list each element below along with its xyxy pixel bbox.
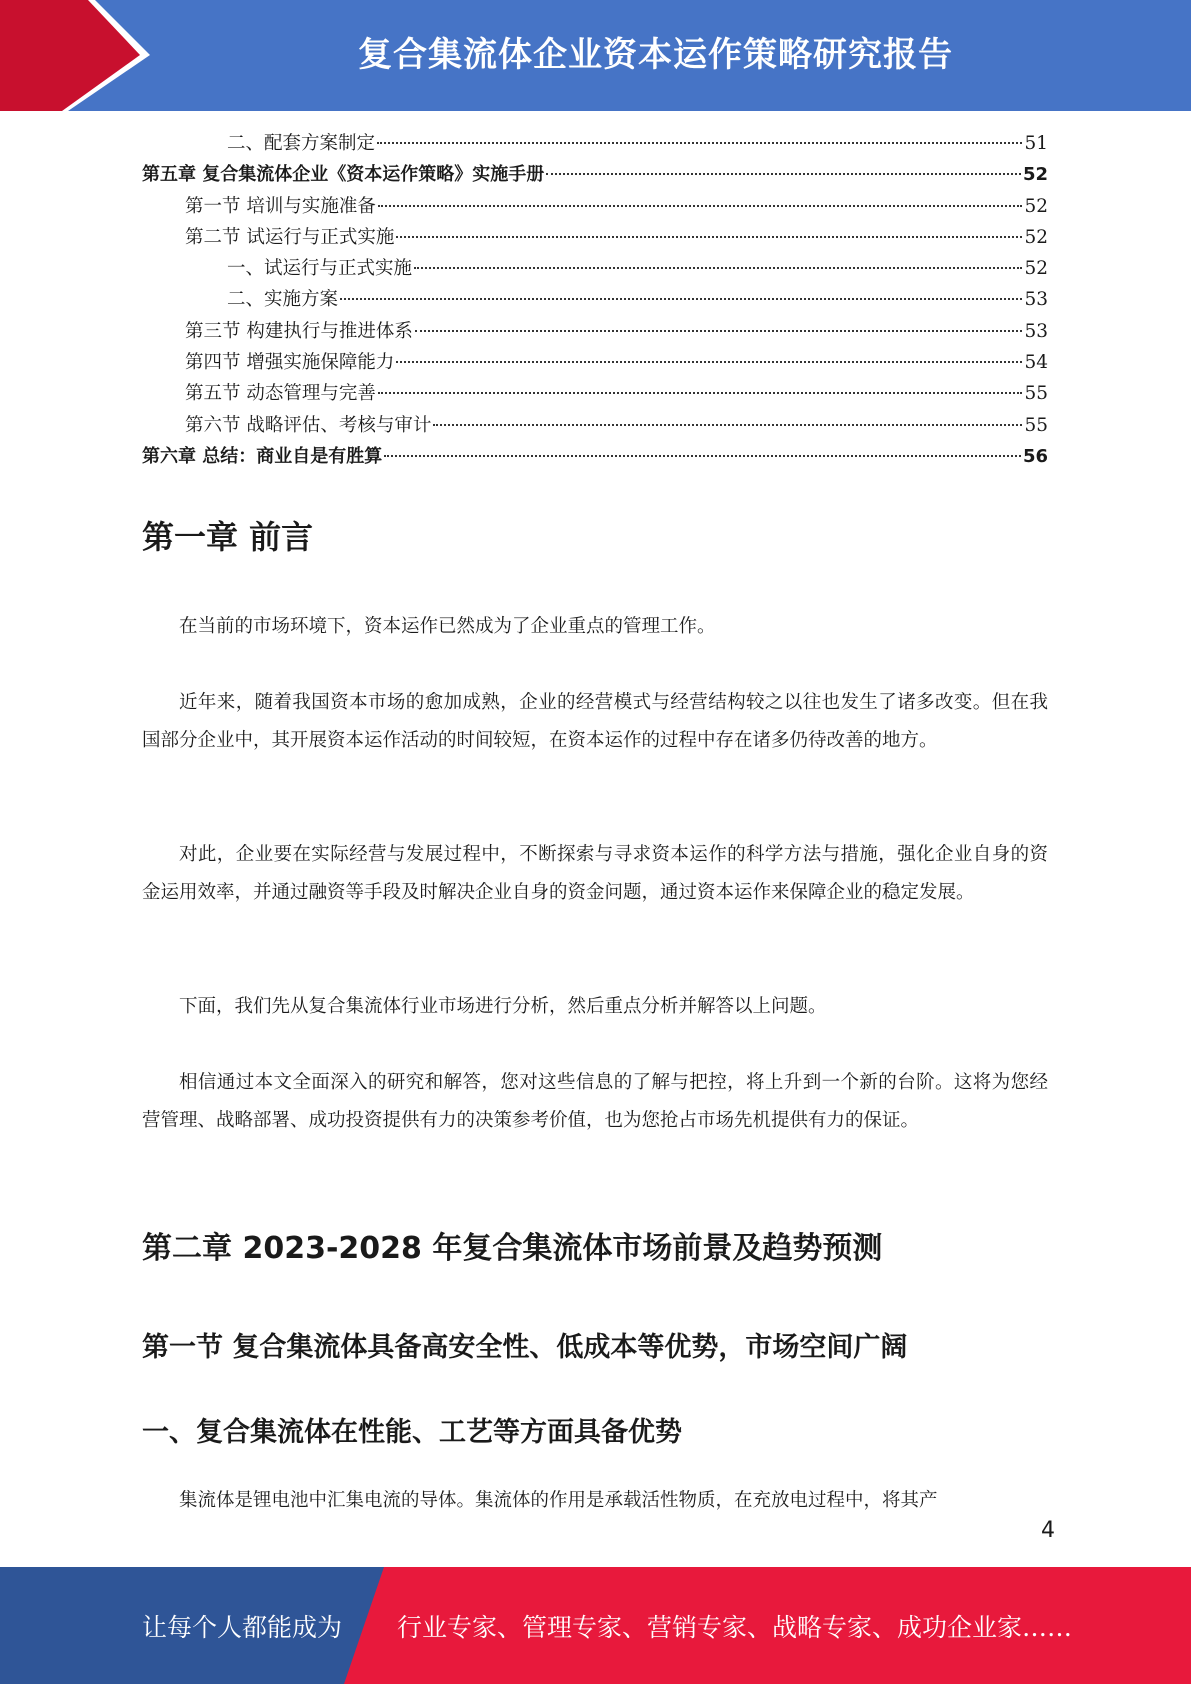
toc-entry-label: 第六章 总结：商业自是有胜算 <box>142 445 383 467</box>
toc-leader-dots <box>546 173 1021 175</box>
toc-entry[interactable] <box>142 191 1048 222</box>
toc-entry-label: 第四节 增强实施保障能力 <box>185 352 395 374</box>
page-number: 4 <box>1041 1518 1055 1543</box>
toc-entry-page: 52 <box>1022 164 1048 186</box>
toc-entry-page: 52 <box>1024 258 1048 280</box>
toc-entry-page: 51 <box>1024 133 1048 154</box>
toc-entry-page: 53 <box>1024 320 1048 342</box>
report-title: 复合集流体企业资本运作策略研究报告 <box>358 35 953 75</box>
header-banner <box>0 0 1191 111</box>
toc-entry-page: 52 <box>1024 226 1048 248</box>
toc-entry[interactable] <box>142 347 1048 378</box>
body-paragraph: 在当前的市场环境下，资本运作已然成为了企业重点的管理工作。 <box>179 616 716 637</box>
toc-leader-dots <box>415 330 1023 332</box>
chapter-2-heading: 第二章 2023-2028 年复合集流体市场前景及趋势预测 <box>142 1231 883 1266</box>
toc-entry[interactable] <box>142 441 1048 472</box>
toc-entry-label: 二、配套方案制定 <box>227 133 376 154</box>
toc-leader-dots <box>396 236 1022 238</box>
toc-leader-dots <box>377 142 1022 144</box>
toc-entry[interactable] <box>142 222 1048 253</box>
section-heading: 第一节 复合集流体具备高安全性、低成本等优势，市场空间广阔 <box>142 1332 908 1363</box>
body-paragraph: 对此，企业要在实际经营与发展过程中，不断探索与寻求资本运作的科学方法与措施，强化企业自身的资金运用效率，并通过融资等手段及时解决企业自身的资金问题，通过资本运作来保障企业的稳定发展。 <box>142 844 1048 903</box>
body-paragraph: 集流体是锂电池中汇集电流的导体。集流体的作用是承载活性物质，在充放电过程中，将其产 <box>179 1490 938 1511</box>
toc-entry-label: 第二节 试运行与正式实施 <box>185 226 395 248</box>
subsection-heading: 一、复合集流体在性能、工艺等方面具备优势 <box>142 1417 682 1448</box>
toc-entry[interactable] <box>142 410 1048 441</box>
toc-entry-page: 55 <box>1024 414 1048 436</box>
toc-entry-label: 第五节 动态管理与完善 <box>185 383 376 405</box>
toc-entry[interactable] <box>142 159 1048 190</box>
toc-entry[interactable] <box>142 253 1048 284</box>
toc-entry-label: 第一节 培训与实施准备 <box>185 195 376 217</box>
toc-entry-page: 54 <box>1024 352 1048 374</box>
toc-entry-label: 第五章 复合集流体企业《资本运作策略》实施手册 <box>142 164 545 186</box>
toc-entry-page: 56 <box>1022 445 1048 467</box>
toc-leader-dots <box>396 361 1022 363</box>
toc-entry[interactable] <box>142 128 1048 159</box>
toc-entry-label: 第六节 战略评估、考核与审计 <box>185 414 432 436</box>
toc-leader-dots <box>384 455 1021 457</box>
toc-entry-page: 55 <box>1024 383 1048 405</box>
toc-leader-dots <box>414 267 1022 269</box>
body-paragraph: 近年来，随着我国资本市场的愈加成熟，企业的经营模式与经营结构较之以往也发生了诸多改变。但在我国部分企业中，其开展资本运作活动的时间较短，在资本运作的过程中存在诸多仍待改善的地方。 <box>142 692 1048 751</box>
toc-entry[interactable] <box>142 316 1048 347</box>
toc-leader-dots <box>378 392 1023 394</box>
body-paragraph: 相信通过本文全面深入的研究和解答，您对这些信息的了解与把控，将上升到一个新的台阶。这将为您经营管理、战略部署、成功投资提供有力的决策参考价值，也为您抢占市场先机提供有力的保证。 <box>142 1072 1048 1131</box>
toc-entry-label: 第三节 构建执行与推进体系 <box>185 320 413 342</box>
toc-leader-dots <box>340 298 1022 300</box>
body-paragraph: 下面，我们先从复合集流体行业市场进行分析，然后重点分析并解答以上问题。 <box>179 996 827 1017</box>
toc-entry[interactable] <box>142 378 1048 409</box>
toc-entry-page: 53 <box>1024 289 1048 311</box>
footer-slogan-left: 让每个人都能成为 <box>142 1612 343 1642</box>
chapter-1-heading: 第一章 前言 <box>142 518 314 556</box>
toc-entry-label: 一、试运行与正式实施 <box>227 258 413 280</box>
toc-leader-dots <box>433 424 1022 426</box>
toc-entry[interactable] <box>142 284 1048 315</box>
table-of-contents <box>142 128 1048 472</box>
toc-entry-label: 二、实施方案 <box>227 289 339 311</box>
footer-slogan-right: 行业专家、管理专家、营销专家、战略专家、成功企业家…… <box>397 1612 1073 1642</box>
footer-banner <box>0 1567 1191 1684</box>
toc-leader-dots <box>378 205 1023 207</box>
toc-entry-page: 52 <box>1024 195 1048 217</box>
